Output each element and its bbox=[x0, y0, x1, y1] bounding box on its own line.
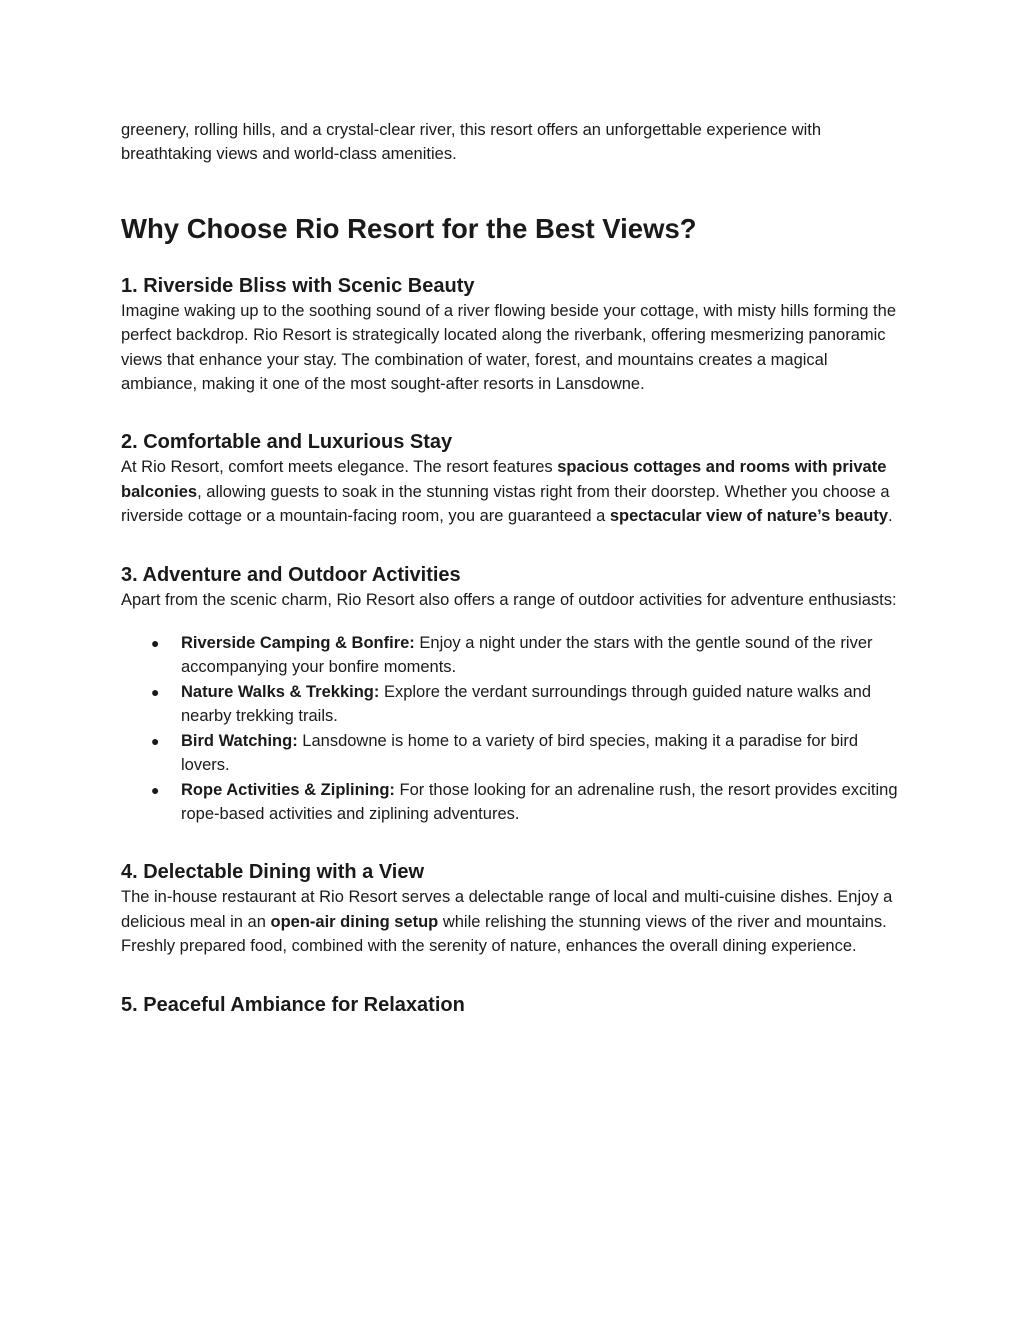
section-3-paragraph: Apart from the scenic charm, Rio Resort also offers a range of outdoor activities for adventure enthusiasts: bbox=[121, 590, 897, 609]
section-1-paragraph: Imagine waking up to the soothing sound of a river flowing beside your cottage, with misty hills forming the perfect backdrop. Rio Resort is strategically located along the riverbank, offering mesmerizing panoramic views that enhance your stay. The combination of water, forest, and mountains creates a magical ambiance, making it one of the most sought-after resorts in Lansdowne. bbox=[121, 301, 896, 394]
list-item bbox=[151, 680, 906, 729]
list-item-label: Nature Walks & Trekking: bbox=[181, 682, 380, 701]
intro-paragraph: greenery, rolling hills, and a crystal-clear river, this resort offers an unforgettable experience with breathtaking views and world-class amenities. bbox=[121, 121, 822, 164]
section-4-paragraph bbox=[121, 885, 906, 958]
section-1-heading: 1. Riverside Bliss with Scenic Beauty bbox=[121, 274, 475, 297]
section-5-heading: 5. Peaceful Ambiance for Relaxation bbox=[121, 993, 465, 1016]
section-2-text-1: At Rio Resort, comfort meets elegance. The resort features bbox=[121, 458, 558, 477]
list-item bbox=[151, 778, 906, 827]
section-2-heading: 2. Comfortable and Luxurious Stay bbox=[121, 431, 453, 454]
section-4-text-1: The in-house restaurant at Rio Resort serves a delectable range of local and multi-cuisine dishes. Enjoy a delicious meal in an bbox=[121, 888, 893, 931]
list-item-label: Bird Watching: bbox=[181, 731, 298, 750]
section-2-paragraph bbox=[121, 455, 906, 528]
list-item-label: Riverside Camping & Bonfire: bbox=[181, 634, 415, 653]
section-2-bold-2: spectacular view of nature’s beauty bbox=[609, 507, 889, 526]
section-4-bold-1: open-air dining setup bbox=[270, 912, 439, 931]
section-4-text-2: while relishing the stunning views of the river and mountains. Freshly prepared food, combined with the serenity of nature, enhances the overall dining experience. bbox=[121, 912, 887, 956]
list-item-text: Enjoy a night under the stars with the gentle sound of the river accompanying your bonfire moments. bbox=[181, 634, 873, 677]
bullet-icon: ● bbox=[151, 781, 160, 798]
bullet-icon: ● bbox=[151, 635, 160, 652]
list-item-label: Rope Activities & Ziplining: bbox=[181, 780, 395, 799]
list-item bbox=[151, 631, 906, 680]
section-3-heading: 3. Adventure and Outdoor Activities bbox=[121, 563, 461, 586]
main-heading: Why Choose Rio Resort for the Best Views? bbox=[121, 212, 697, 244]
activities-list bbox=[121, 631, 906, 826]
section-2-text-2: , allowing guests to soak in the stunning vistas right from their doorstep. Whether you choose a riverside cottage or a mountain-facing room, you are guaranteed a bbox=[121, 482, 890, 526]
list-item-text: For those looking for an adrenaline rush, the resort provides exciting rope-based activities and ziplining adventures. bbox=[181, 780, 898, 823]
list-item bbox=[151, 729, 906, 778]
section-2-bold-1: spacious cottages and rooms with private balconies bbox=[121, 458, 887, 501]
document-page bbox=[121, 118, 906, 1018]
bullet-icon: ● bbox=[151, 732, 160, 749]
section-4-heading: 4. Delectable Dining with a View bbox=[121, 861, 425, 884]
section-2-text-3: . bbox=[888, 507, 893, 526]
bullet-icon: ● bbox=[151, 683, 160, 700]
list-item-text: Explore the verdant surroundings through guided nature walks and nearby trekking trails. bbox=[181, 682, 872, 726]
list-item-text: Lansdowne is home to a variety of bird species, making it a paradise for bird lovers. bbox=[181, 731, 859, 775]
